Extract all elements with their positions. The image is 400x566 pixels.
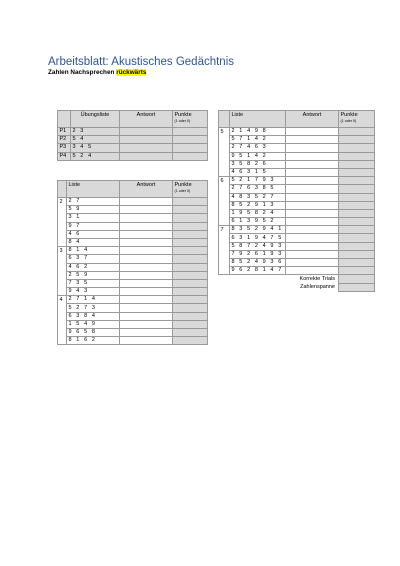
group-number: 2 bbox=[58, 198, 67, 247]
list-row bbox=[58, 312, 208, 320]
answer-field[interactable] bbox=[120, 288, 173, 296]
digit-sequence: 5 2 7 3 bbox=[67, 304, 120, 312]
points-field[interactable] bbox=[339, 177, 375, 185]
answer-field[interactable] bbox=[120, 198, 173, 206]
practice-label: P3 bbox=[58, 144, 71, 152]
list-row bbox=[219, 267, 375, 275]
list-row bbox=[58, 247, 208, 255]
points-field[interactable] bbox=[339, 152, 375, 160]
korrekte-trials-row bbox=[219, 275, 375, 283]
header-liste: Liste bbox=[230, 111, 286, 128]
digit-sequence: 2 7 bbox=[67, 198, 120, 206]
list-row bbox=[219, 250, 375, 258]
header-punkte bbox=[339, 111, 375, 128]
points-field[interactable] bbox=[173, 329, 208, 337]
answer-field[interactable] bbox=[120, 255, 173, 263]
group-number: 4 bbox=[58, 296, 67, 345]
points-field[interactable] bbox=[339, 168, 375, 176]
points-field[interactable] bbox=[173, 144, 208, 152]
points-field[interactable] bbox=[339, 144, 375, 152]
answer-field[interactable] bbox=[286, 152, 339, 160]
answer-field[interactable] bbox=[120, 144, 173, 152]
list-row bbox=[219, 168, 375, 176]
right-header-blank bbox=[219, 111, 230, 128]
list-row bbox=[58, 296, 208, 304]
list-row bbox=[219, 226, 375, 234]
digit-sequence: 8 1 6 2 bbox=[67, 337, 120, 345]
points-field[interactable] bbox=[173, 288, 208, 296]
practice-row bbox=[58, 152, 208, 160]
answer-field[interactable] bbox=[286, 250, 339, 258]
points-field[interactable] bbox=[173, 255, 208, 263]
list-row bbox=[58, 337, 208, 345]
header-punkte bbox=[173, 181, 208, 198]
answer-field[interactable] bbox=[120, 214, 173, 222]
digit-sequence: 8 5 2 4 9 3 6 bbox=[230, 259, 286, 267]
answer-field[interactable] bbox=[286, 267, 339, 275]
digit-sequence: 9 6 2 8 1 4 7 bbox=[230, 267, 286, 275]
list-row bbox=[219, 152, 375, 160]
answer-field[interactable] bbox=[120, 230, 173, 238]
answer-field[interactable] bbox=[286, 242, 339, 250]
korrekte-trials-label: Korrekte Trials bbox=[299, 275, 335, 282]
answer-field[interactable] bbox=[286, 234, 339, 242]
answer-field[interactable] bbox=[286, 193, 339, 201]
digit-sequence: 6 3 7 bbox=[67, 255, 120, 263]
points-field[interactable] bbox=[173, 214, 208, 222]
points-field[interactable] bbox=[173, 152, 208, 160]
list-row bbox=[58, 279, 208, 287]
list-row bbox=[58, 230, 208, 238]
practice-row bbox=[58, 128, 208, 136]
answer-field[interactable] bbox=[120, 222, 173, 230]
digit-sequence: 8 1 4 bbox=[67, 247, 120, 255]
list-row bbox=[58, 329, 208, 337]
answer-field[interactable] bbox=[286, 144, 339, 152]
list-row bbox=[219, 136, 375, 144]
digit-sequence: 9 7 bbox=[67, 222, 120, 230]
answer-field[interactable] bbox=[120, 296, 173, 304]
points-field[interactable] bbox=[173, 128, 208, 136]
header-punkte-label: Punkte bbox=[174, 182, 192, 188]
points-field[interactable] bbox=[339, 136, 375, 144]
digit-sequence: 6 3 8 4 bbox=[67, 312, 120, 320]
worksheet-title: Arbeitsblatt: Akustisches Gedächtnis bbox=[48, 56, 235, 68]
practice-sequence: 5 4 bbox=[71, 136, 120, 144]
digit-sequence: 6 3 1 9 4 7 5 bbox=[230, 234, 286, 242]
footer-blank bbox=[219, 283, 230, 291]
answer-field[interactable] bbox=[120, 304, 173, 312]
list-row bbox=[58, 288, 208, 296]
points-field[interactable] bbox=[173, 206, 208, 214]
answer-field[interactable] bbox=[120, 263, 173, 271]
digit-sequence: 2 1 4 9 8 bbox=[230, 128, 286, 136]
points-field[interactable] bbox=[339, 267, 375, 275]
answer-field[interactable] bbox=[286, 218, 339, 226]
practice-table bbox=[57, 110, 208, 161]
digit-sequence: 2 7 6 3 8 5 bbox=[230, 185, 286, 193]
list-row bbox=[219, 185, 375, 193]
group-number: 6 bbox=[219, 177, 230, 226]
points-field[interactable] bbox=[339, 128, 375, 136]
header-punkte-label: Punkte bbox=[174, 112, 192, 118]
points-field[interactable] bbox=[173, 136, 208, 144]
answer-field[interactable] bbox=[120, 238, 173, 246]
answer-field[interactable] bbox=[286, 128, 339, 136]
header-antwort: Antwort bbox=[120, 181, 173, 198]
list-row bbox=[58, 320, 208, 328]
list-row bbox=[219, 209, 375, 217]
practice-label: P4 bbox=[58, 152, 71, 160]
korrekte-trials-field[interactable] bbox=[339, 275, 375, 283]
points-field[interactable] bbox=[339, 201, 375, 209]
subtitle-highlight: rückwärts bbox=[116, 69, 147, 76]
left-header-row bbox=[58, 181, 208, 198]
answer-field[interactable] bbox=[286, 209, 339, 217]
list-row bbox=[219, 259, 375, 267]
zahlenspanne-label: Zahlenspanne bbox=[300, 283, 335, 290]
points-field[interactable] bbox=[173, 320, 208, 328]
group-number: 5 bbox=[219, 128, 230, 177]
digit-sequence: 5 9 bbox=[67, 206, 120, 214]
points-field[interactable] bbox=[173, 247, 208, 255]
header-liste: Liste bbox=[67, 181, 120, 198]
left-list-table bbox=[57, 180, 208, 345]
header-punkte-sub: (1 oder 0) bbox=[174, 119, 191, 123]
points-field[interactable] bbox=[173, 304, 208, 312]
points-field[interactable] bbox=[339, 234, 375, 242]
practice-header-row bbox=[58, 111, 208, 128]
points-field[interactable] bbox=[339, 160, 375, 168]
answer-field[interactable] bbox=[120, 329, 173, 337]
answer-field[interactable] bbox=[120, 337, 173, 345]
points-field[interactable] bbox=[339, 226, 375, 234]
left-header-blank bbox=[58, 181, 67, 198]
digit-sequence: 2 5 9 bbox=[67, 271, 120, 279]
points-field[interactable] bbox=[339, 209, 375, 217]
answer-field[interactable] bbox=[286, 160, 339, 168]
answer-field[interactable] bbox=[286, 168, 339, 176]
points-field[interactable] bbox=[173, 230, 208, 238]
digit-sequence: 6 1 3 9 5 2 bbox=[230, 218, 286, 226]
header-uebungsliste: Übungsliste bbox=[71, 111, 120, 128]
practice-sequence: 5 2 4 bbox=[71, 152, 120, 160]
points-field[interactable] bbox=[173, 271, 208, 279]
list-row bbox=[58, 255, 208, 263]
list-row bbox=[58, 238, 208, 246]
answer-field[interactable] bbox=[120, 206, 173, 214]
digit-sequence: 8 3 5 2 9 4 1 bbox=[230, 226, 286, 234]
digit-sequence: 4 8 3 5 2 7 bbox=[230, 193, 286, 201]
points-field[interactable] bbox=[173, 198, 208, 206]
header-punkte-sub: (1 oder 0) bbox=[174, 189, 191, 193]
digit-sequence: 7 3 5 bbox=[67, 279, 120, 287]
answer-field[interactable] bbox=[120, 271, 173, 279]
list-row bbox=[219, 144, 375, 152]
points-field[interactable] bbox=[339, 259, 375, 267]
practice-row bbox=[58, 136, 208, 144]
group-number: 7 bbox=[219, 226, 230, 275]
answer-field[interactable] bbox=[286, 136, 339, 144]
points-field[interactable] bbox=[173, 312, 208, 320]
digit-sequence: 9 6 5 8 bbox=[67, 329, 120, 337]
digit-sequence: 4 6 bbox=[67, 230, 120, 238]
points-field[interactable] bbox=[173, 279, 208, 287]
points-field[interactable] bbox=[173, 222, 208, 230]
answer-field[interactable] bbox=[286, 259, 339, 267]
list-row bbox=[219, 218, 375, 226]
answer-field[interactable] bbox=[286, 185, 339, 193]
footer-blank bbox=[219, 275, 230, 283]
practice-label: P2 bbox=[58, 136, 71, 144]
points-field[interactable] bbox=[339, 193, 375, 201]
digit-sequence: 5 2 1 7 9 3 bbox=[230, 177, 286, 185]
answer-field[interactable] bbox=[286, 226, 339, 234]
practice-row bbox=[58, 144, 208, 152]
digit-sequence: 1 5 4 9 bbox=[67, 320, 120, 328]
list-row bbox=[219, 160, 375, 168]
subtitle-prefix: Zahlen Nachsprechen bbox=[48, 69, 117, 76]
digit-sequence: 5 7 1 4 2 bbox=[230, 136, 286, 144]
list-row bbox=[219, 193, 375, 201]
header-antwort: Antwort bbox=[286, 111, 339, 128]
answer-field[interactable] bbox=[120, 152, 173, 160]
right-header-row bbox=[219, 111, 375, 128]
answer-field[interactable] bbox=[120, 247, 173, 255]
digit-sequence: 4 6 2 bbox=[67, 263, 120, 271]
practice-sequence: 2 3 bbox=[71, 128, 120, 136]
digit-sequence: 4 6 3 1 5 bbox=[230, 168, 286, 176]
answer-field[interactable] bbox=[120, 128, 173, 136]
header-punkte bbox=[173, 111, 208, 128]
digit-sequence: 7 9 2 6 1 9 3 bbox=[230, 250, 286, 258]
points-field[interactable] bbox=[339, 185, 375, 193]
points-field[interactable] bbox=[339, 218, 375, 226]
digit-sequence: 3 1 bbox=[67, 214, 120, 222]
answer-field[interactable] bbox=[120, 320, 173, 328]
digit-sequence: 8 5 2 9 1 3 bbox=[230, 201, 286, 209]
digit-sequence: 3 5 8 2 6 bbox=[230, 160, 286, 168]
list-row bbox=[58, 222, 208, 230]
list-row bbox=[58, 263, 208, 271]
list-row bbox=[58, 271, 208, 279]
answer-field[interactable] bbox=[120, 279, 173, 287]
points-field[interactable] bbox=[173, 296, 208, 304]
points-field[interactable] bbox=[339, 242, 375, 250]
points-field[interactable] bbox=[173, 263, 208, 271]
digit-sequence: 2 7 1 4 bbox=[67, 296, 120, 304]
list-row bbox=[58, 206, 208, 214]
answer-field[interactable] bbox=[286, 177, 339, 185]
list-row bbox=[219, 128, 375, 136]
practice-header-blank bbox=[58, 111, 71, 128]
zahlenspanne-row bbox=[219, 283, 375, 291]
right-list-table bbox=[218, 110, 375, 292]
worksheet-subtitle bbox=[48, 69, 146, 76]
digit-sequence: 1 9 5 8 2 4 bbox=[230, 209, 286, 217]
list-row bbox=[219, 234, 375, 242]
answer-field[interactable] bbox=[120, 136, 173, 144]
digit-sequence: 2 7 4 6 3 bbox=[230, 144, 286, 152]
digit-sequence: 9 5 1 4 2 bbox=[230, 152, 286, 160]
practice-sequence: 3 4 5 bbox=[71, 144, 120, 152]
practice-label: P1 bbox=[58, 128, 71, 136]
header-punkte-sub: (1 oder 0) bbox=[340, 119, 357, 123]
answer-field[interactable] bbox=[120, 312, 173, 320]
header-antwort: Antwort bbox=[120, 111, 173, 128]
list-row bbox=[219, 177, 375, 185]
digit-sequence: 8 4 bbox=[67, 238, 120, 246]
digit-sequence: 9 4 3 bbox=[67, 288, 120, 296]
list-row bbox=[219, 201, 375, 209]
points-field[interactable] bbox=[339, 250, 375, 258]
digit-sequence: 5 8 7 2 4 9 3 bbox=[230, 242, 286, 250]
group-number: 3 bbox=[58, 247, 67, 296]
points-field[interactable] bbox=[173, 337, 208, 345]
list-row bbox=[58, 304, 208, 312]
list-row bbox=[219, 242, 375, 250]
header-punkte-label: Punkte bbox=[340, 112, 358, 118]
list-row bbox=[58, 198, 208, 206]
answer-field[interactable] bbox=[286, 201, 339, 209]
zahlenspanne-field[interactable] bbox=[339, 283, 375, 291]
points-field[interactable] bbox=[173, 238, 208, 246]
list-row bbox=[58, 214, 208, 222]
